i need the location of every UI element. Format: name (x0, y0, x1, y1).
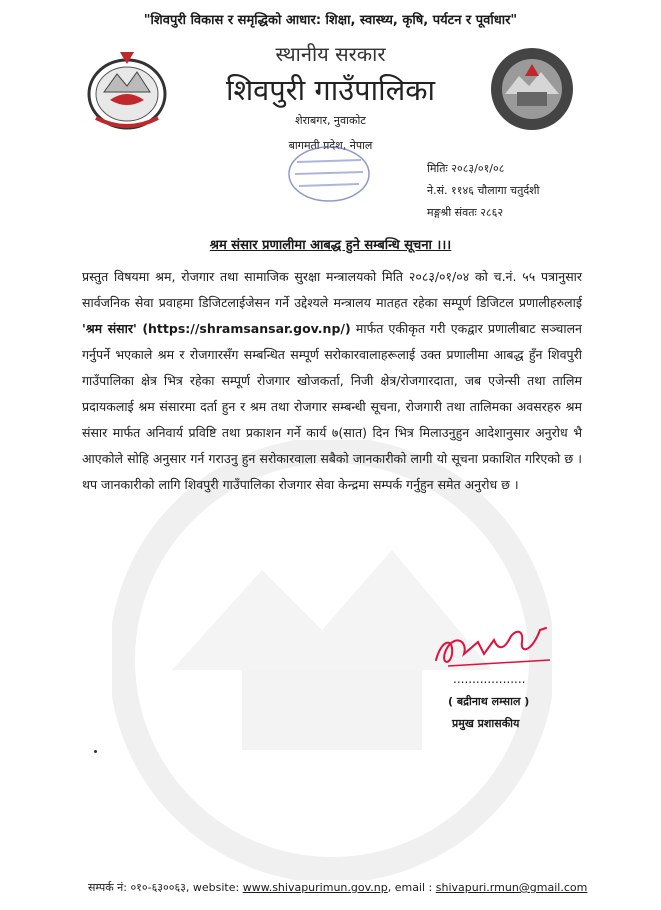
contact-number: सम्पर्क नं: ०१०-६३००६३, (88, 881, 190, 894)
footer-contact (88, 880, 587, 895)
notice-body-text-2: मार्फत एकीकृत गरी एकद्वार प्रणालीबाट सञ्चालन गर्नुपर्ने भएकाले श्रम र रोजगारसँग सम्बन्धित सम्पूर्ण सरोकारवालाहरूलाई उक्त प्रणालीमा आबद्ध हुँन शिवपुरी गाउँपालिका क्षेत्र भित्र रहेका सम्पूर्ण रोजगार खोजकर्ता, निजी क्षेत्र/रोजगारदाता, जब एजेन्सी तथा तालिम प्रदायकलाई श्रम संसारमा दर्ता हुन र श्रम तथा रोजगार सम्बन्धी सूचना, रोजगारी तथा तालिमका अवसरहरु श्रम संसार मार्फत अनिवार्य प्रविष्टि तथा प्रकाशन गर्ने कार्य ७(सात) दिन भित्र मिलाउनुहुन आदेशानुसार अनुरोध भै आएकोले सोहि अनुसार गर्न गराउनु हुन सरोकारवाला सबैको जानकारीको लागी यो सूचना प्रकाशित गरिएको छ । थप जानकारीको लागि शिवपुरी गाउँपालिका रोजगार सेवा केन्द्रमा सम्पर्क गर्नुहुन समेत अनुरोध छ । (82, 321, 582, 492)
email-link[interactable]: shivapuri.rmun@gmail.com (435, 881, 588, 894)
municipality-name: शिवपुरी गाउँपालिका (225, 73, 436, 107)
address-line-2: बागमती प्रदेश, नेपाल (288, 139, 373, 152)
notice-body (82, 264, 582, 498)
notice-subject (0, 235, 661, 253)
date-maithili-samvat: मङ्गश्री संवतः २८६२ (427, 206, 504, 219)
website-link[interactable]: www.shivapurimun.gov.np (242, 881, 388, 894)
signature-line: ................... (453, 672, 526, 686)
stray-dot (94, 750, 97, 753)
official-stamp-icon (283, 142, 375, 206)
date-block (427, 158, 540, 224)
municipality-logo-icon (489, 46, 575, 132)
date-nepal-sambat: ने.सं. ११४६ चौलागा चतुर्दशी (427, 184, 540, 197)
email-label: , email : (387, 881, 433, 894)
handwritten-signature (428, 620, 558, 674)
date-bs: मितिः २०८३/०१/०८ (427, 162, 505, 175)
website-label: website: (192, 881, 240, 894)
notice-subject-text: श्रम संसार प्रणालीमा आबद्ध हुने सम्बन्धि सूचना ।।। (209, 238, 452, 253)
signatory-name: ( बद्रीनाथ लम्साल ) (448, 695, 530, 708)
signatory-title: प्रमुख प्रशासकीय (452, 717, 520, 730)
motto: "शिवपुरी विकास र समृद्धिको आधार: शिक्षा, स्वास्थ्य, कृषि, पर्यटन र पूर्वाधार" (143, 13, 518, 28)
shram-sansar-reference: 'श्रम संसार' (https://shramsansar.gov.np/) (82, 321, 351, 336)
government-label: स्थानीय सरकार (275, 42, 386, 66)
address-line-1: शेराबगर, नुवाकोट (295, 114, 366, 127)
notice-body-text-1: प्रस्तुत विषयमा श्रम, रोजगार तथा सामाजिक सुरक्षा मन्त्रालयको मिति २०८३/०१/०४ को च.नं. ५५ पत्रानुसार सार्वजनिक सेवा प्रवाहमा डिजिटलाईजेसन गर्ने उद्देश्यले मन्त्रालय मातहत रहेका सम्पूर्ण डिजिटल प्रणालीहरुलाई (82, 269, 582, 310)
